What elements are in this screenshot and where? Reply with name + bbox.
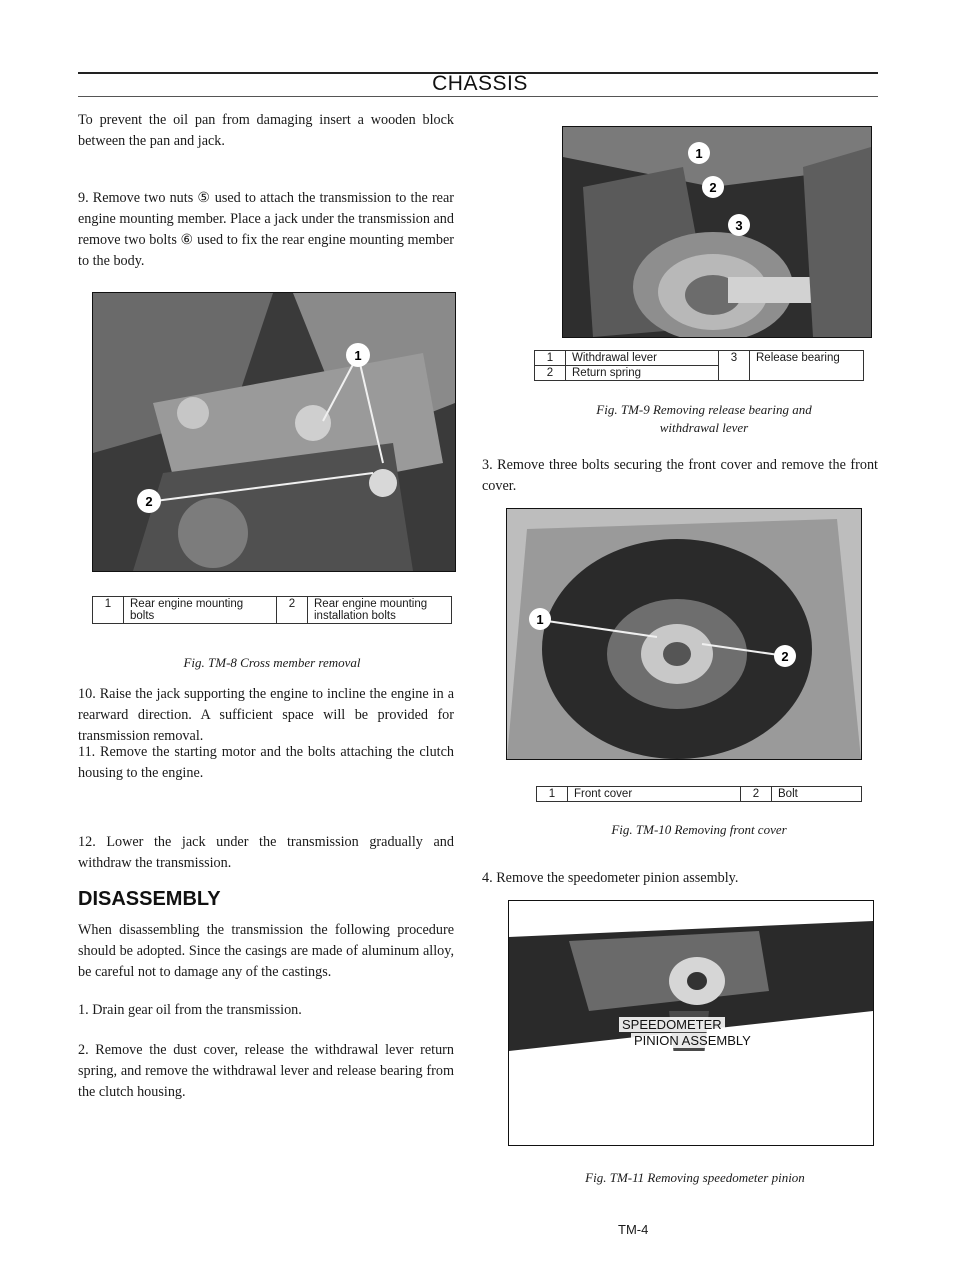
fig-tm8-legend-num: 1 xyxy=(93,597,124,624)
fig-tm9-legend-num: 1 xyxy=(535,351,566,366)
fig-tm9-legend-num: 2 xyxy=(535,366,566,381)
fig-tm10-callout-2: 2 xyxy=(781,649,789,664)
fig-tm10-legend-text: Bolt xyxy=(772,787,862,802)
fig-tm9-legend-text: Return spring xyxy=(566,366,719,381)
fig-tm10-legend-num: 2 xyxy=(741,787,772,802)
fig-tm9-callout-2: 2 xyxy=(709,180,717,195)
fig-tm9-legend xyxy=(534,350,864,381)
fig-tm9-legend-text: Release bearing xyxy=(750,351,864,381)
fig-tm8-callout-2: 2 xyxy=(145,494,153,509)
section-heading-disassembly: DISASSEMBLY xyxy=(78,888,221,910)
step-9-paragraph: 9. Remove two nuts ⑤ used to attach the transmission to the rear engine mounting member. Place a jack under the transmission and remove two bolts ⑥ used to fix the rear engine mounting member to the body. xyxy=(78,190,454,269)
fig-tm8-legend xyxy=(92,596,452,624)
page-number: TM-4 xyxy=(618,1222,649,1237)
fig-tm9-legend-text: Withdrawal lever xyxy=(566,351,719,366)
fig-tm9-callout-1: 1 xyxy=(695,146,703,161)
fig-tm9-legend-num: 3 xyxy=(719,351,750,381)
header-rule-bottom xyxy=(78,96,878,97)
fig-tm8-legend-text: Rear engine mounting bolts xyxy=(124,597,277,624)
fig-tm10-photo xyxy=(506,508,862,760)
fig-tm9-callout-3: 3 xyxy=(735,218,743,233)
fig-tm9-caption-line2: withdrawal lever xyxy=(659,420,749,435)
intro-paragraph: To prevent the oil pan from damaging insert a wooden block between the pan and jack. xyxy=(78,112,454,149)
fig-tm10-callout-1: 1 xyxy=(536,612,544,627)
step-3-paragraph: 3. Remove three bolts securing the front cover and remove the front cover. xyxy=(482,457,878,494)
step-1-paragraph: 1. Drain gear oil from the transmission. xyxy=(78,1002,302,1018)
step-2-paragraph: 2. Remove the dust cover, release the withdrawal lever return spring, and remove the withdrawal lever and release bearing from the clutch housing. xyxy=(78,1042,454,1100)
fig-tm11-caption: Fig. TM-11 Removing speedometer pinion xyxy=(585,1170,805,1185)
fig-tm9-photo xyxy=(562,126,872,338)
step-11-paragraph: 11. Remove the starting motor and the bolts attaching the clutch housing to the engine. xyxy=(78,744,454,781)
step-10-paragraph: 10. Raise the jack supporting the engine to incline the engine in a rearward direction. A sufficient space will be provided for transmission removal. xyxy=(78,686,454,744)
fig-tm10-legend xyxy=(536,786,862,802)
fig-tm11-photo xyxy=(508,900,874,1146)
fig-tm8-callout-1: 1 xyxy=(354,348,362,363)
fig-tm10-legend-num: 1 xyxy=(537,787,568,802)
fig-tm8-legend-text: Rear engine mounting installation bolts xyxy=(308,597,452,624)
step-4-paragraph: 4. Remove the speedometer pinion assembly. xyxy=(482,870,739,886)
fig-tm8-caption: Fig. TM-8 Cross member removal xyxy=(183,655,361,670)
fig-tm11-overlay-label-line1: SPEEDOMETER xyxy=(619,1017,725,1032)
fig-tm10-legend-text: Front cover xyxy=(568,787,741,802)
fig-tm11-overlay-label-line2: PINION ASSEMBLY xyxy=(631,1033,754,1048)
fig-tm9-caption-line1: Fig. TM-9 Removing release bearing and xyxy=(596,402,812,417)
fig-tm8-legend-num: 2 xyxy=(277,597,308,624)
fig-tm10-caption: Fig. TM-10 Removing front cover xyxy=(611,822,787,837)
disassembly-intro-paragraph: When disassembling the transmission the following procedure should be adopted. Since the casings are made of aluminum alloy, be careful not to damage any of the castings. xyxy=(78,922,454,980)
step-12-paragraph: 12. Lower the jack under the transmission gradually and withdraw the transmission. xyxy=(78,834,454,871)
page-header-title: CHASSIS xyxy=(432,72,528,95)
fig-tm8-photo xyxy=(92,292,456,572)
